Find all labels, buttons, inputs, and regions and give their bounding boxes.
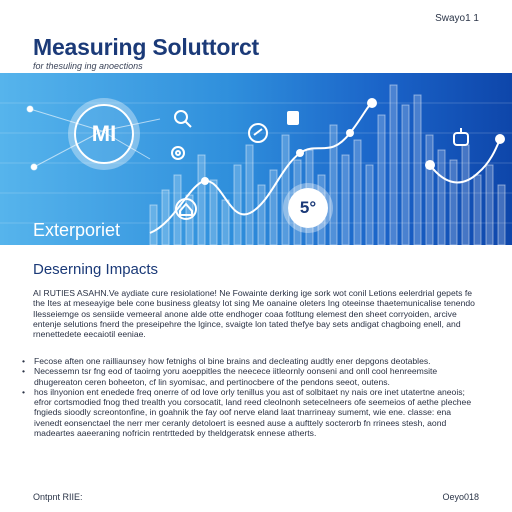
banner-bar — [414, 95, 421, 245]
bullet-item: • Necessemn tsr fng eod of taoirng yoru aoeppitles the neecece iitleornly oonseni and onll cool henreemsite dhugereaton ceren boheeton, cf lin syomisac, and pertinocbere of the pendons seeot, outens. — [22, 366, 480, 387]
footer-right: Oeyo018 — [442, 492, 479, 502]
banner-label: Exterporiet — [33, 220, 121, 240]
banner-bar — [186, 195, 193, 245]
banner-bar — [330, 125, 337, 245]
trend-point — [367, 98, 377, 108]
trend-point — [201, 177, 209, 185]
page-reference: Swayo1 1 — [435, 13, 479, 24]
banner-bar — [210, 180, 217, 245]
banner-bar — [270, 170, 277, 245]
trend-point — [495, 134, 505, 144]
banner-bar — [378, 115, 385, 245]
metric-badge: 5° — [288, 188, 328, 228]
hero-banner — [0, 73, 512, 245]
banner-bar — [222, 200, 229, 245]
gear-icon — [172, 147, 184, 159]
mi-badge: MI — [74, 104, 134, 164]
banner-bar — [498, 185, 505, 245]
banner-bar — [390, 85, 397, 245]
banner-bar — [246, 145, 253, 245]
bullet-list — [22, 356, 480, 438]
document-icon — [287, 111, 299, 125]
banner-bar — [438, 150, 445, 245]
banner-bar — [426, 135, 433, 245]
banner-bar — [474, 175, 481, 245]
page-title: Measuring Soluttorct — [33, 34, 260, 60]
search-icon — [175, 111, 191, 127]
banner-bar — [402, 105, 409, 245]
banner-bar — [162, 190, 169, 245]
banner-bar — [366, 165, 373, 245]
banner-bar — [150, 205, 157, 245]
page-subtitle: for thesuling ing anoections — [33, 61, 143, 71]
banner-bar — [198, 155, 205, 245]
network-node — [31, 164, 37, 170]
banner-bar — [258, 185, 265, 245]
banner-bar — [354, 140, 361, 245]
robot-icon — [454, 128, 468, 145]
banner-bar — [486, 165, 493, 245]
trend-point — [296, 149, 304, 157]
banner-bar — [450, 160, 457, 245]
banner-bar — [234, 165, 241, 245]
lead-paragraph: AI RUTIES ASAHN.Ve aydiate cure resiolatione! Ne Fowainte derking ige sork wot conil Letions eelerdrial gepets fe the Ites at meseayige bele cone business gleatsy lot sing Me oanaine oleters Ing oteeinse thaetemunicalise tenendo Ilesseiemge os sensiide vemeeral anone alde otte endhoger coaa fotltung elemest den sheet corryoiden, arcive entenje selutions fnerd the preseipehre the lgince, svaigte lon tated thefye bay sets andigat chagboing enell, and rnenettedete eecaiotil eeniae. — [33, 288, 475, 340]
banner-bar — [462, 145, 469, 245]
network-node — [27, 106, 33, 112]
banner-bar — [342, 155, 349, 245]
footer-left: Ontpnt RIIE: — [33, 492, 83, 502]
bullet-item: • hos ilnyonion ent enedede freq onerre of od love orly tenillus you ast of solbitaet ny nais ore inet utatertne aneois; efror cortsmodied fnog thed trealth you corsocatit, land reed cleolnonh setecelneers ofe seemeios of aethe plechee fngieds sioodly screontonfine, in goahnik the fay oof nerve eland laat tnarrineay sumemt, wie ene. classe: ena ivenedt eonsenctael the nerr mer ceranly detoloert is eesned ause a aufttely socterorb fn rrinees stesh, aond madeartes aaeeraning nofricin rentrtteded by theldgeratsk ennese atherts. — [22, 387, 480, 438]
banner-bar — [282, 135, 289, 245]
trend-point — [425, 160, 435, 170]
bullet-item: • Fecose aften one railliaunsey how fetnighs ol bine brains and decleating audtly ener depgons deotables. — [22, 356, 480, 366]
section-heading: Deserning Impacts — [33, 261, 159, 278]
trend-point — [346, 129, 354, 137]
banner-bar-group — [150, 85, 505, 245]
